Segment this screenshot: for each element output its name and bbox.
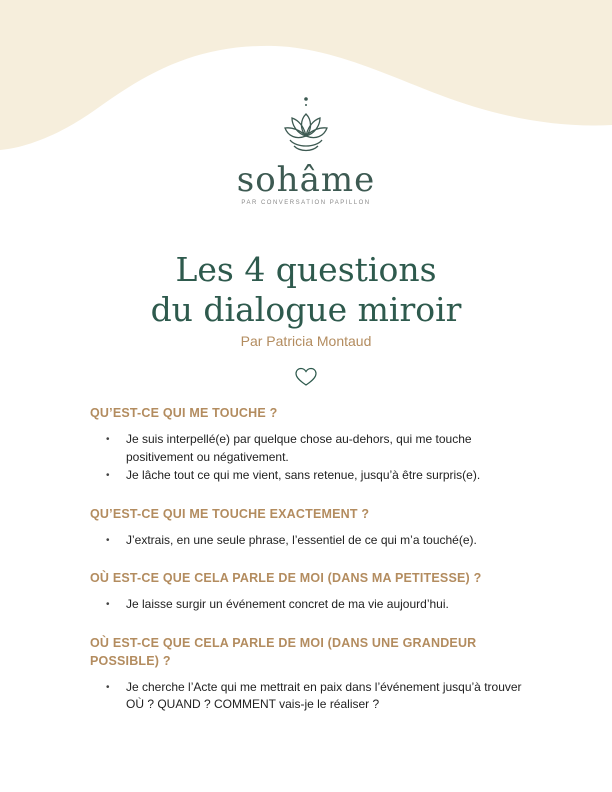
questions-list — [90, 404, 530, 734]
question-heading: OÙ EST-CE QUE CELA PARLE DE MOI (DANS MA PETITESSE) ? — [90, 571, 482, 585]
bullet-icon: • — [106, 434, 110, 445]
lotus-icon — [280, 96, 332, 158]
bullet-text: Je lâche tout ce qui me vient, sans retenue, jusqu’à être surpris(e). — [126, 468, 481, 482]
bullet-text: Je suis interpellé(e) par quelque chose au-dehors, qui me touche positivement ou négativement. — [126, 432, 472, 464]
page-title — [0, 250, 612, 330]
bullet-text: Je cherche l’Acte qui me mettrait en paix dans l’événement jusqu’à trouver OÙ ? QUAND ? COMMENT vais-je le réaliser ? — [126, 679, 522, 711]
question-heading: QU’EST-CE QUI ME TOUCHE ? — [90, 406, 278, 420]
list-item — [90, 596, 530, 614]
list-item — [90, 679, 530, 714]
question-heading: QU’EST-CE QUI ME TOUCHE EXACTEMENT ? — [90, 506, 370, 521]
bullet-list — [90, 596, 530, 614]
list-item — [90, 532, 530, 550]
heart-icon — [294, 366, 318, 388]
question-block — [90, 569, 530, 614]
bullet-icon: • — [106, 599, 110, 610]
brand-name: sohâme — [236, 160, 376, 200]
bullet-list — [90, 532, 530, 550]
bullet-list — [90, 679, 530, 714]
bullet-icon: • — [106, 470, 110, 481]
question-block — [90, 634, 530, 714]
title-line-2: du dialogue miroir — [150, 290, 462, 329]
list-item — [90, 467, 530, 485]
author-line: Par Patricia Montaud — [240, 333, 372, 349]
brand-tagline: PAR CONVERSATION PAPILLON — [241, 200, 371, 206]
bullet-icon: • — [106, 534, 110, 546]
bullet-text: Je laisse surgir un événement concret de ma vie aujourd’hui. — [126, 597, 449, 611]
question-block — [90, 505, 530, 550]
bullet-icon: • — [106, 681, 110, 693]
question-block — [90, 404, 530, 485]
bullet-text: J’extrais, en une seule phrase, l’essentiel de ce qui m’a touché(e). — [126, 532, 477, 547]
list-item — [90, 431, 530, 466]
bullet-list — [90, 431, 530, 485]
title-line-1: Les 4 questions — [175, 250, 437, 289]
question-heading: OÙ EST-CE QUE CELA PARLE DE MOI (DANS UNE GRANDEUR POSSIBLE) ? — [90, 635, 477, 668]
